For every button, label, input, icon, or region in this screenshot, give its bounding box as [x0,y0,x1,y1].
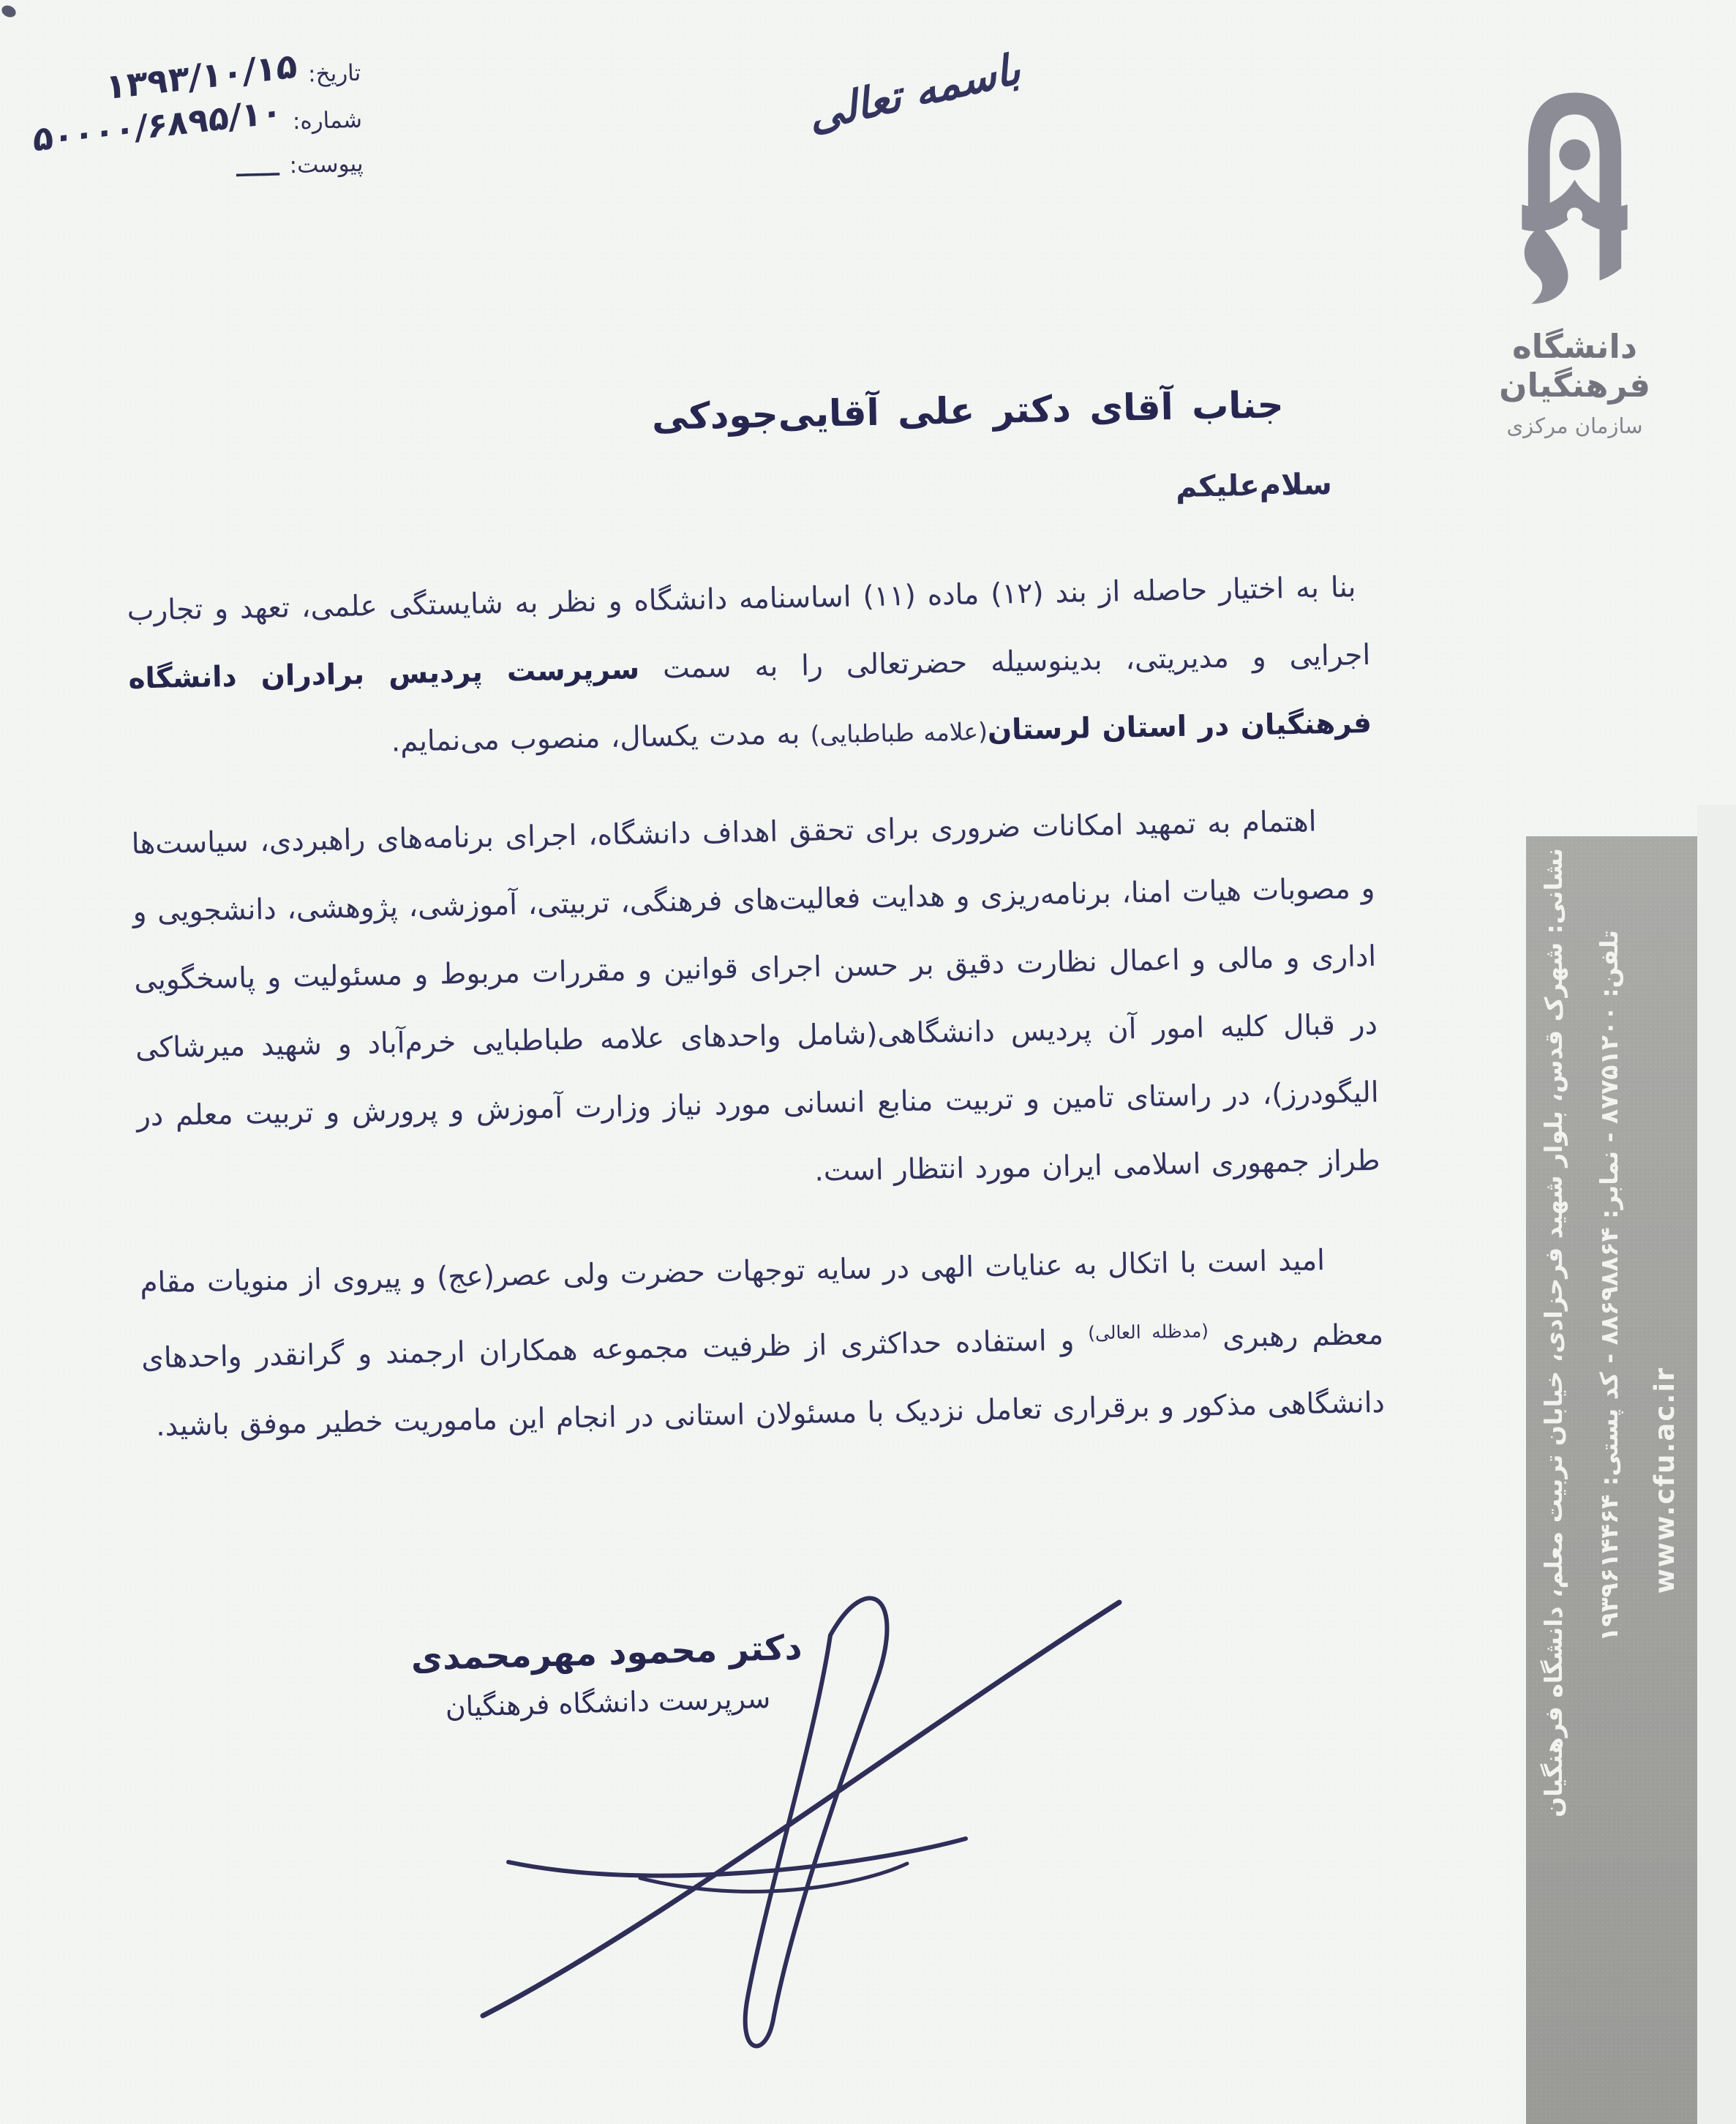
p1-text-start: بنا به اختیار حاصله از بند (۱۲) ماده (۱۱) اساسنامه دانشگاه و نظر به شایستگی علمی، تعهد و تجارب اجرایی و مدیریتی، بدینوسیله حضرتعالی را به سمت [127,571,1371,686]
signature-block [361,1626,853,1726]
footer-side-band [1526,836,1697,2124]
number-value: ۵۰۰۰۰/۶۸۹۵/۱۰ [32,91,282,160]
p1-campus-paren: (علامه طباطبایی) [810,716,988,749]
date-value: ۱۳۹۳/۱۰/۱۵ [105,45,298,108]
letter-date-row [10,45,361,108]
signature-name: دکتر محمود مهرمحمدی [410,1627,803,1679]
band-contact: تلفن: ۸۷۷۵۱۲۰۰ - نمابر: ۸۸۶۹۸۸۶۴ - کد پستی: ۱۹۳۹۶۱۴۴۶۴ [1595,930,1623,1642]
university-emblem-icon [1481,59,1668,326]
letter-content [123,382,1386,1489]
p1-appointment-bold: سرپرست پردیس برادران دانشگاه فرهنگیان در استان لرستان [128,653,1372,747]
org-subtitle: سازمان مرکزی [1506,413,1643,438]
date-label: تاریخ: [307,59,361,88]
body-paragraph-2: اهتمام به تمهید امکانات ضروری برای تحقق اهداف دانشگاه، اجرای برنامه‌های راهبردی، سیاست‌ها و مصوبات هیات امنا، برنامه‌ریزی و هدایت فعالیت‌های فرهنگی، تربیتی، آموزشی، پژوهشی، دانشجویی و اداری و مالی و اعمال نظارت دقیق بر حسن اجرای قوانین و مقررات مربوط و مسئولیت و پاسخگویی در قبال کلیه امور آن پردیس دانشگاهی(شامل واحدهای علامه طباطبایی خرم‌آباد و شهید میرشاکی الیگودرز)، در راستای تامین و تربیت منابع انسانی مورد نیاز وزارت آموزش و پرورش و تربیت معلم در طراز جمهوری اسلامی ایران مورد انتظار است. [131,805,1380,1188]
p3-text-end: و استفاده حداکثری از ظرفیت مجموعه همکاران ارجمند و گرانقدر واحدهای دانشگاهی مذکور و برقراری تعامل نزدیک با مسئولان استانی در انجام این ماموریت خطیر موفق باشید. [140,1324,1386,1443]
letter-number-row [10,91,363,160]
basmala-calligraphy: باسمه تعالی [805,43,1024,141]
p3-text-start: امید است با اتکال به عنایات الهی در سایه توجهات حضرت ولی عصر(عج) و پیروی از منویات مقام معظم رهبری [139,1244,1384,1355]
letter-meta [10,45,364,198]
greeting: سلام‌علیکم [1175,467,1333,504]
body-paragraph-1 [127,553,1372,782]
page-edge-strip [1697,805,1736,2124]
recipient-name: جناب آقای دکتر علی آقایی‌جودکی [651,383,1285,438]
side-band-text [1526,836,1697,2124]
attachment-label: پیوست: [289,150,364,179]
org-name: دانشگاه فرهنگیان [1499,327,1650,405]
signature-title: سرپرست دانشگاه فرهنگیان [445,1681,771,1724]
body-paragraph-3 [139,1226,1385,1461]
p3-honorific-sup: (مدظله العالی) [1087,1320,1209,1344]
p1-text-end: به مدت یکسال، منصوب می‌نمایم. [391,717,811,759]
band-address: نشانی: شهرک قدس، بلوار شهید فرحزادی، خیابان تربیت معلم، دانشگاه فرهنگیان [1539,848,1568,1817]
number-label: شماره: [292,106,363,135]
band-website: www.cfu.ac.ir [1649,1366,1680,1594]
scan-artifact-dot [0,3,18,19]
attachment-value: ـــــ [236,149,280,184]
university-logo [1448,59,1701,438]
